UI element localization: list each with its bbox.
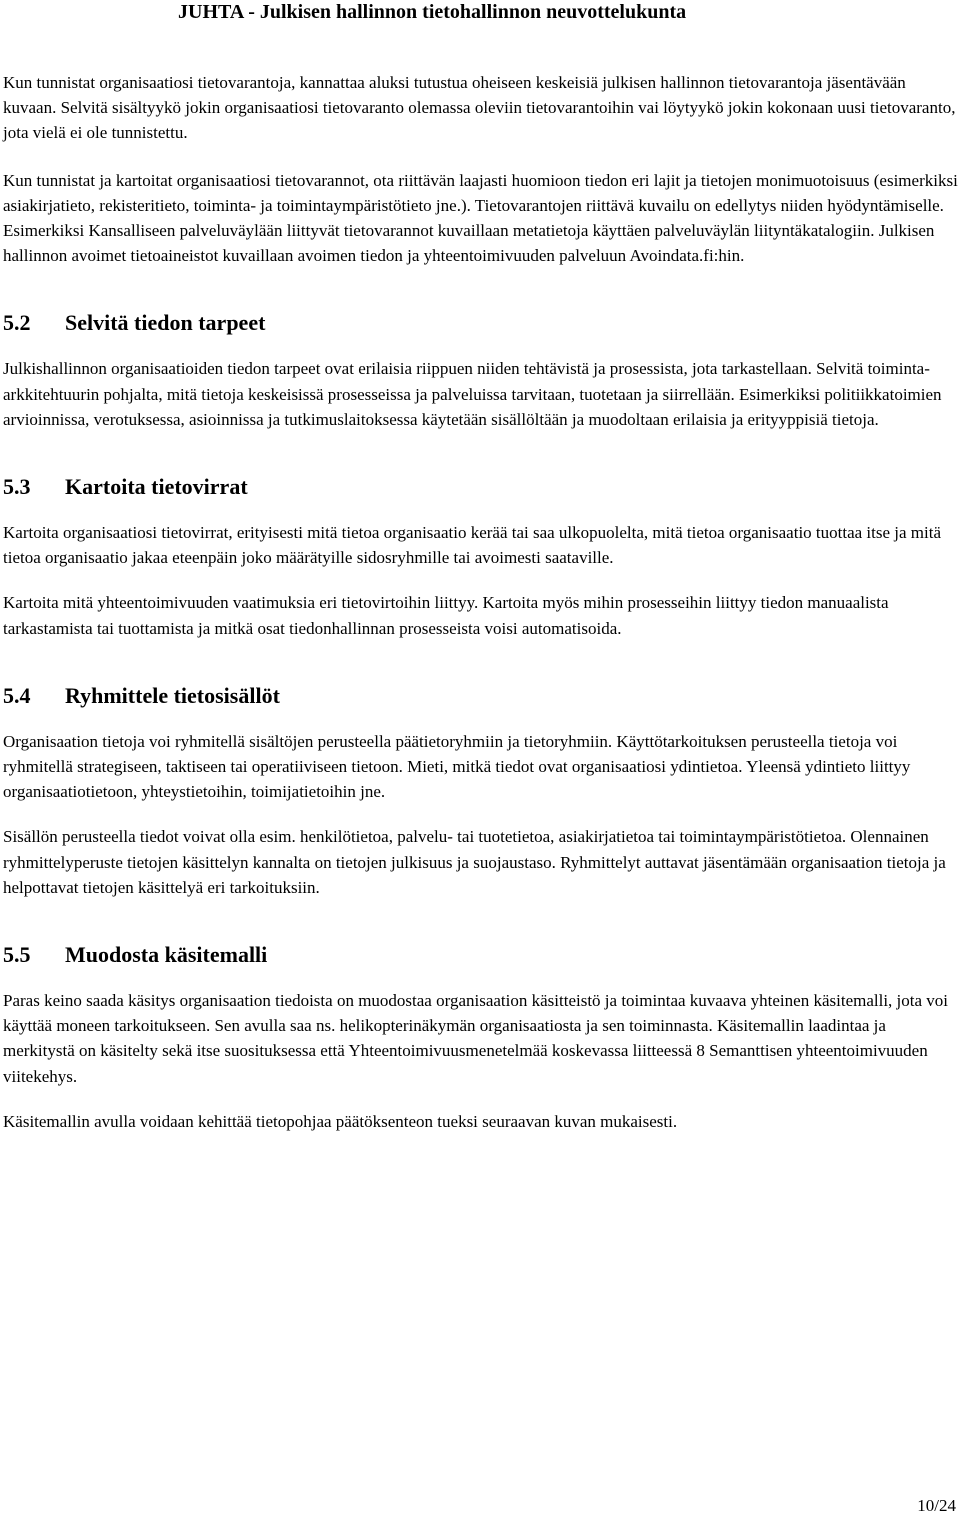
section-heading bbox=[3, 940, 959, 970]
section-heading bbox=[3, 308, 959, 338]
section-heading bbox=[3, 681, 959, 711]
section-number: 5.5 bbox=[3, 942, 31, 968]
section-title: Ryhmittele tietosisällöt bbox=[65, 682, 280, 708]
section-title: Kartoita tietovirrat bbox=[65, 474, 248, 500]
section-number: 5.3 bbox=[3, 474, 31, 500]
section-paragraph: Kartoita mitä yhteentoimivuuden vaatimuksia eri tietovirtoihin liittyy. Kartoita myös mihin prosesseihin liittyy tiedon manuaalista tarkastamista tai tuottamista ja mitkä osat tiedonhallinnan prosesseista voisi automatisoida. bbox=[3, 593, 889, 638]
section-5-3 bbox=[3, 472, 959, 641]
section-number: 5.2 bbox=[3, 310, 31, 336]
document-header: JUHTA - Julkisen hallinnon tietohallinnon neuvottelukunta bbox=[178, 1, 687, 23]
section-paragraph: Organisaation tietoja voi ryhmitellä sisältöjen perusteella päätietoryhmiin ja tietoryhmiin. Käyttötarkoituksen perusteella tietoja voi ryhmitellä strategiseen, taktiseen tai operatiiviseen tietoon. Mieti, mitkä tiedot ovat organisaatiosi ydintietoa. Yleensä ydintieto liittyy organisaatiotietoon, yhteystietoihin, toimijatietoihin jne. bbox=[3, 731, 911, 802]
section-title: Selvitä tiedon tarpeet bbox=[65, 310, 266, 336]
section-paragraph: Käsitemallin avulla voidaan kehittää tietopohjaa päätöksenteon tueksi seuraavan kuvan mukaisesti. bbox=[3, 1111, 678, 1131]
section-number: 5.4 bbox=[3, 682, 31, 708]
section-heading bbox=[3, 472, 959, 502]
section-5-4 bbox=[3, 681, 959, 900]
document-body bbox=[3, 70, 959, 1134]
section-paragraph: Paras keino saada käsitys organisaation tiedoista on muodostaa organisaation käsitteistö ja toimintaa kuvaava yhteinen käsitemalli, jota voi käyttää moneen tarkoitukseen. Sen avulla saa ns. helikopterinäkymän organisaatiosta ja sen toiminnasta. Käsitemallin laadintaa ja merkitystä on käsitelty sekä itse suosituksessa että Yhteentoimivuusmenetelmää koskevassa liitteessä 8 Semanttisen yhteentoimivuuden viitekehys. bbox=[3, 991, 949, 1086]
section-paragraph: Kartoita organisaatiosi tietovirrat, erityisesti mitä tietoa organisaatio kerää tai saa ulkopuolelta, mitä tietoa organisaatio tuottaa itse ja mitä tietoa organisaatio jakaa eteenpäin joko määrätyille sidosryhmille tai avoimesti saataville. bbox=[3, 523, 942, 568]
section-title: Muodosta käsitemalli bbox=[65, 942, 268, 968]
intro-paragraph: Kun tunnistat ja kartoitat organisaatiosi tietovarannot, ota riittävän laajasti huomioon tiedon eri lajit ja tietojen monimuotoisuus (esimerkiksi asiakirjatieto, rekisteritieto, toiminta- ja toimintaympäristötieto jne.). Tietovarantojen riittävä kuvailu on edellytys niiden hyödyntämiselle. Esimerkiksi Kansalliseen palveluväylään liittyvät tietovarannot kuvaillaan metatietoja käyttäen palveluväylän liityntäkatalogiin. Julkisen hallinnon avoimet tietoaineistot kuvaillaan avoimen tiedon ja yhteentoimivuuden palveluun Avoindata.fi:hin. bbox=[3, 170, 958, 266]
intro-paragraph: Kun tunnistat organisaatiosi tietovarantoja, kannattaa aluksi tutustua oheiseen keskeisiä julkisen hallinnon tietovarantoja jäsentävään kuvaan. Selvitä sisältyykö jokin organisaatiosi tietovaranto olemassa oleviin tietovarantoihin vai löytyykö jokin kokonaan uusi tietovaranto, jota vielä ei ole tunnistettu. bbox=[3, 73, 956, 143]
section-5-2 bbox=[3, 308, 959, 432]
page-number: 10/24 bbox=[917, 1496, 956, 1515]
section-paragraph: Sisällön perusteella tiedot voivat olla esim. henkilötietoa, palvelu- tai tuotetietoa, asiakirjatietoa tai toimintaympäristötietoa. Olennainen ryhmittelyperuste tietojen käsittelyn kannalta on tietojen julkisuus ja suojaustaso. Ryhmittelyt auttavat jäsentämään organisaation tietoja ja helpottavat tietojen käsittelyä eri tarkoituksiin. bbox=[3, 827, 946, 897]
section-paragraph: Julkishallinnon organisaatioiden tiedon tarpeet ovat erilaisia riippuen niiden tehtävistä ja prosessista, jota tarkastellaan. Selvitä toiminta-arkkitehtuurin pohjalta, mitä tietoja keskeisissä prosesseissa ja palveluissa tarvitaan, tuotetaan ja siirrellään. Esimerkiksi politiikkatoimien arvioinnissa, verotuksessa, asioinnissa ja tutkimuslaitoksessa käytetään sisällöltään ja muodoltaan erilaisia ja erityyppisiä tietoja. bbox=[3, 359, 942, 429]
section-5-5 bbox=[3, 940, 959, 1134]
